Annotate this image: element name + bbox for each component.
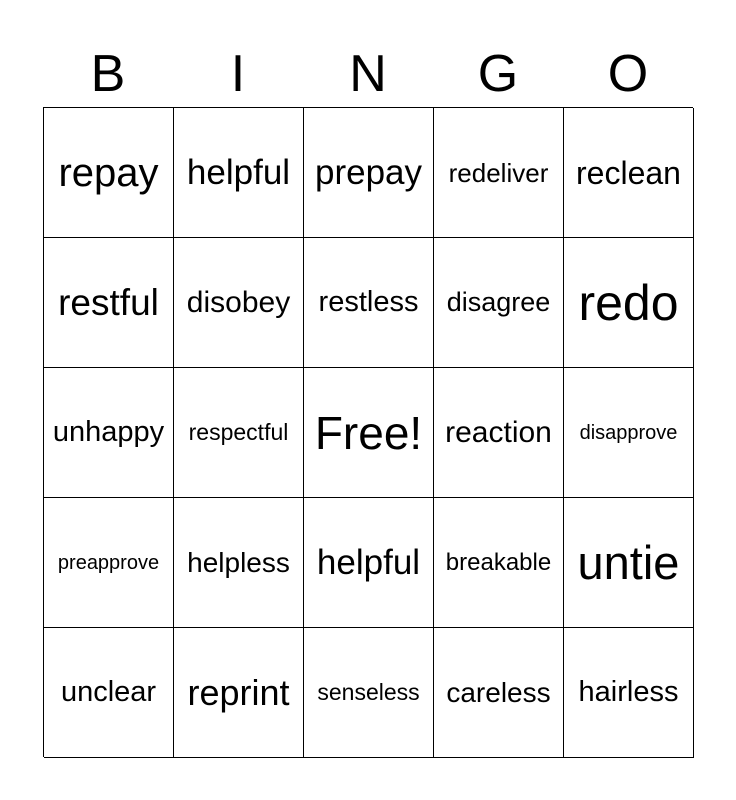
header-letter-n: N	[349, 45, 387, 103]
bingo-cell: restful	[44, 238, 174, 368]
header-letter-i: I	[230, 45, 246, 103]
bingo-cell: reaction	[434, 368, 564, 498]
bingo-cell: breakable	[434, 498, 564, 628]
bingo-cell: respectful	[174, 368, 304, 498]
bingo-cell: unhappy	[44, 368, 174, 498]
bingo-cell-free: Free!	[304, 368, 434, 498]
header-letter-g: G	[477, 45, 519, 103]
bingo-cell: senseless	[304, 628, 434, 758]
bingo-cell: redo	[564, 238, 694, 368]
bingo-cell: preapprove	[44, 498, 174, 628]
bingo-cell: reclean	[564, 108, 694, 238]
bingo-cell: helpless	[174, 498, 304, 628]
bingo-cell: reprint	[174, 628, 304, 758]
bingo-cell: helpful	[174, 108, 304, 238]
bingo-cell: unclear	[44, 628, 174, 758]
bingo-cell: careless	[434, 628, 564, 758]
bingo-cell: prepay	[304, 108, 434, 238]
bingo-cell: hairless	[564, 628, 694, 758]
bingo-cell: restless	[304, 238, 434, 368]
bingo-cell: disobey	[174, 238, 304, 368]
bingo-cell: untie	[564, 498, 694, 628]
bingo-cell: disapprove	[564, 368, 694, 498]
bingo-cell: helpful	[304, 498, 434, 628]
bingo-cell: disagree	[434, 238, 564, 368]
header-letter-b: B	[90, 45, 126, 103]
bingo-cell: redeliver	[434, 108, 564, 238]
header-letter-o: O	[607, 45, 649, 103]
bingo-card	[43, 107, 693, 757]
bingo-header	[43, 40, 693, 108]
bingo-cell: repay	[44, 108, 174, 238]
